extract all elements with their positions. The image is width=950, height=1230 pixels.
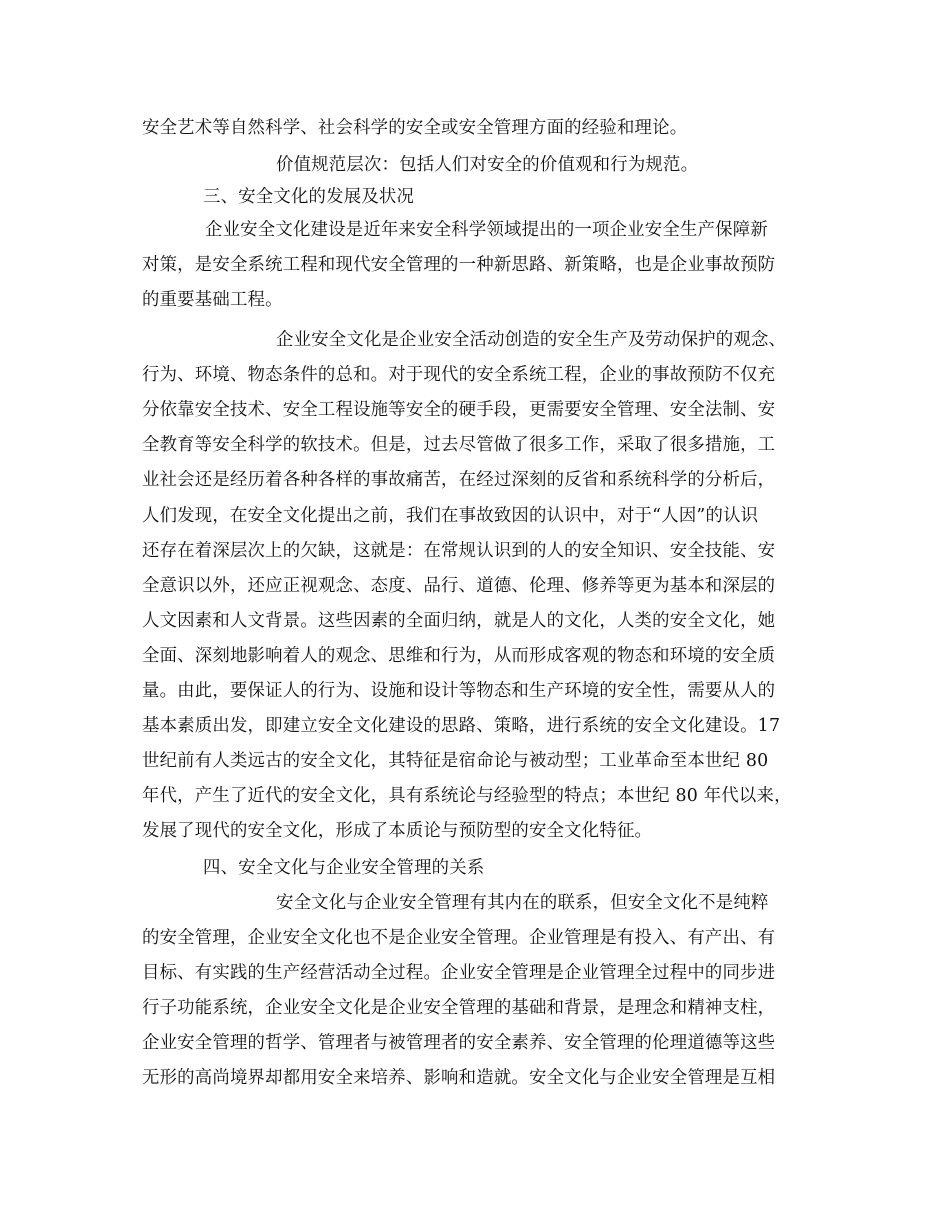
text-line: 全面、深刻地影响着人的观念、思维和行为，从而形成客观的物态和环境的安全质 xyxy=(142,646,776,666)
text-line: 还存在着深层次上的欠缺，这就是：在常规认识到的人的安全知识、安全技能、安 xyxy=(142,541,776,561)
text-line: 无形的高尚境界却都用安全来培养、影响和造就。安全文化与企业安全管理是互相 xyxy=(142,1068,776,1088)
text-line: 目标、有实践的生产经营活动全过程。企业安全管理是企业管理全过程中的同步进 xyxy=(142,963,776,983)
text-line: 发展了现代的安全文化，形成了本质论与预防型的安全文化特征。 xyxy=(142,821,653,841)
text-line: 企业安全管理的哲学、管理者与被管理者的安全素养、安全管理的伦理道德等这些 xyxy=(142,1033,776,1053)
text-line: 安全文化与企业安全管理有其内在的联系，但安全文化不是纯粹 xyxy=(276,893,769,913)
text-line: 企业安全文化是企业安全活动创造的安全生产及劳动保护的观念、 xyxy=(276,330,787,350)
text-line: 的重要基础工程。 xyxy=(142,290,283,310)
text-line: 年代，产生了近代的安全文化，具有系统论与经验型的特点；本世纪 80 年代以来， xyxy=(142,786,792,806)
text-line: 对策，是安全系统工程和现代安全管理的一种新思路、新策略，也是企业事故预防 xyxy=(142,255,776,275)
text-line: 基本素质出发，即建立安全文化建设的思路、策略，进行系统的安全文化建设。17 xyxy=(142,716,781,736)
section-heading: 四、安全文化与企业安全管理的关系 xyxy=(203,858,485,878)
text-line: 业社会还是经历着各种各样的事故痛苦，在经过深刻的反省和系统科学的分析后， xyxy=(142,470,776,490)
text-line: 企业安全文化建设是近年来安全科学领域提出的一项企业安全生产保障新 xyxy=(205,220,768,240)
text-line: 世纪前有人类远古的安全文化，其特征是宿命论与被动型；工业革命至本世纪 80 xyxy=(142,751,769,771)
text-line: 安全艺术等自然科学、社会科学的安全或安全管理方面的经验和理论。 xyxy=(142,118,688,138)
text-line: 人文因素和人文背景。这些因素的全面归纳，就是人的文化，人类的安全文化，她 xyxy=(142,611,776,631)
text-line: 人们发现，在安全文化提出之前，我们在事故致因的认识中，对于“人因”的认识 xyxy=(142,506,759,526)
text-line: 分依靠安全技术、安全工程设施等安全的硬手段，更需要安全管理、安全法制、安 xyxy=(142,400,776,420)
text-line: 的安全管理，企业安全文化也不是企业安全管理。企业管理是有投入、有产出、有 xyxy=(142,928,776,948)
text-line: 全教育等安全科学的软技术。但是，过去尽管做了很多工作，采取了很多措施，工 xyxy=(142,435,776,455)
text-line: 价值规范层次：包括人们对安全的价值观和行为规范。 xyxy=(276,155,699,175)
section-heading: 三、安全文化的发展及状况 xyxy=(203,187,415,207)
text-line: 量。由此，要保证人的行为、设施和设计等物态和生产环境的安全性，需要从人的 xyxy=(142,681,776,701)
text-line: 行子功能系统，企业安全文化是企业安全管理的基础和背景，是理念和精神支柱， xyxy=(142,998,776,1018)
text-line: 行为、环境、物态条件的总和。对于现代的安全系统工程，企业的事故预防不仅充 xyxy=(142,365,776,385)
text-line: 全意识以外，还应正视观念、态度、品行、道德、伦理、修养等更为基本和深层的 xyxy=(142,576,776,596)
